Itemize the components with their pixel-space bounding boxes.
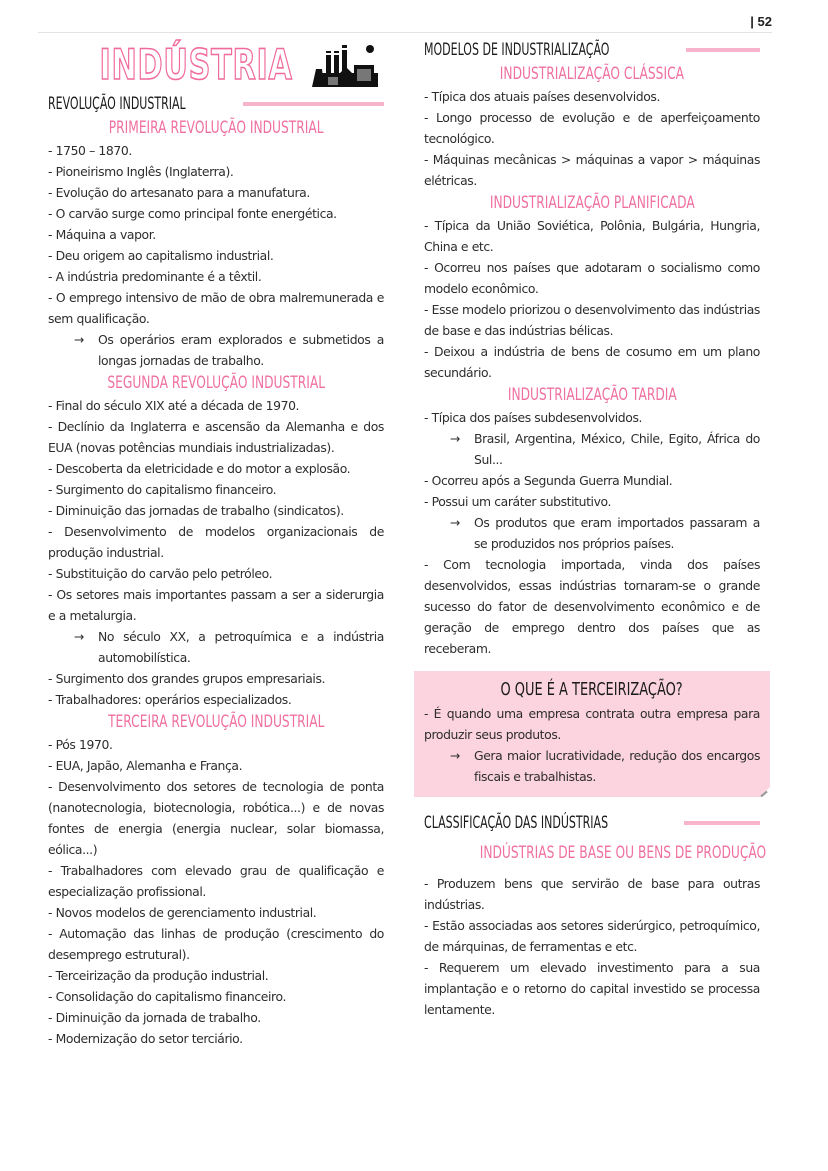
list-item: - É quando uma empresa contrata outra empresa para produzir seus produtos. [424, 706, 760, 742]
list-item: - Surgimento do capitalismo financeiro. [48, 482, 277, 497]
list-item: - Ocorreu após a Segunda Guerra Mundial. [424, 473, 673, 488]
list-item: - Descoberta da eletricidade e do motor a explosão. [48, 461, 351, 476]
heading-primeira: PRIMEIRA REVOLUÇÃO INDUSTRIAL [108, 118, 324, 138]
list-item: - Possui um caráter substitutivo. [424, 494, 612, 509]
list-item: - O emprego intensivo de mão de obra malremunerada e sem qualificação. [48, 290, 384, 326]
list-item: - Terceirização da produção industrial. [48, 968, 269, 983]
list-item: - 1750 – 1870. [48, 143, 132, 158]
list-item: - Substituição do carvão pelo petróleo. [48, 566, 273, 581]
list-item: - Deu origem ao capitalismo industrial. [48, 248, 274, 263]
arrow-item: → Brasil, Argentina, México, Chile, Egito, África do Sul... [424, 428, 760, 470]
list-item: - Novos modelos de gerenciamento industrial. [48, 905, 317, 920]
list-item: - Desenvolvimento de modelos organizacionais de produção industrial. [48, 524, 384, 560]
arrow-item: → Gera maior lucratividade, redução dos encargos fiscais e trabalhistas. [424, 745, 760, 787]
factory-icon [310, 39, 380, 89]
list-item: - Típica dos países subdesenvolvidos. [424, 410, 643, 425]
arrow-icon: → [450, 431, 460, 446]
top-divider [38, 32, 772, 33]
left-column [48, 36, 384, 1049]
heading-terceira: TERCEIRA REVOLUÇÃO INDUSTRIAL [107, 712, 325, 732]
list-item: - Produzem bens que servirão de base para outras indústrias. [424, 876, 760, 912]
list-item: - A indústria predominante é a têxtil. [48, 269, 262, 284]
heading-tardia: INDUSTRIALIZAÇÃO TARDIA [507, 385, 677, 405]
list-item: - O carvão surge como principal fonte energética. [48, 206, 337, 221]
list-item: - EUA, Japão, Alemanha e França. [48, 758, 243, 773]
section-header-classificacao: CLASSIFICAÇÃO DAS INDÚSTRIAS [424, 811, 760, 835]
list-item: - Com tecnologia importada, vinda dos países desenvolvidos, essas indústrias tornaram-se o grande sucesso do fator de desenvolvimento econômico e de geração de emprego dentro dos países que as receberam. [424, 557, 760, 656]
list-item: - Trabalhadores: operários especializados. [48, 692, 292, 707]
list-item: - Ocorreu nos países que adotaram o socialismo como modelo econômico. [424, 260, 760, 296]
list-item: - Esse modelo priorizou o desenvolvimento das indústrias de base e das indústrias bélicas. [424, 302, 760, 338]
list-item: - Desenvolvimento dos setores de tecnologia de ponta (nanotecnologia, biotecnologia, robótica...) e de novas fontes de energia (energia nuclear, solar biomassa, eólica...) [48, 779, 384, 857]
pink-divider [686, 48, 760, 52]
list-item: - Pioneirismo Inglês (Inglaterra). [48, 164, 234, 179]
list-item: - Típica da União Soviética, Polônia, Bulgária, Hungria, China e etc. [424, 218, 760, 254]
arrow-icon: → [450, 515, 460, 530]
arrow-icon: → [74, 629, 84, 644]
list-item: - Evolução do artesanato para a manufatura. [48, 185, 310, 200]
list-item: - Pós 1970. [48, 737, 113, 752]
page-number: | 52 [750, 14, 772, 29]
terceirizacao-note [414, 671, 770, 797]
heading-segunda: SEGUNDA REVOLUÇÃO INDUSTRIAL [107, 373, 325, 393]
heading-planificada: INDUSTRIALIZAÇÃO PLANIFICADA [489, 193, 695, 213]
section-header-modelos: MODELOS DE INDUSTRIALIZAÇÃO [424, 38, 760, 62]
arrow-item: → Os produtos que eram importados passaram a se produzidos nos próprios países. [424, 512, 760, 554]
heading-classica: INDUSTRIALIZAÇÃO CLÁSSICA [499, 64, 685, 84]
list-item: - Automação das linhas de produção (crescimento do desemprego estrutural). [48, 926, 384, 962]
arrow-item: → No século XX, a petroquímica e a indústria automobilística. [48, 626, 384, 668]
list-item: - Modernização do setor terciário. [48, 1031, 243, 1046]
arrow-icon: → [74, 332, 84, 347]
pink-divider [684, 821, 760, 825]
list-item: - Declínio da Inglaterra e ascensão da Alemanha e dos EUA (novas potências mundiais industrializadas). [48, 419, 384, 455]
arrow-icon: → [450, 748, 460, 763]
section-header-revolucao: REVOLUÇÃO INDUSTRIAL [48, 92, 384, 116]
pink-divider [243, 102, 384, 106]
list-item: - Máquinas mecânicas > máquinas a vapor > máquinas elétricas. [424, 152, 760, 188]
list-item: - Trabalhadores com elevado grau de qualificação e especialização profissional. [48, 863, 384, 899]
list-item: - Deixou a indústria de bens de cosumo em um plano secundário. [424, 344, 760, 380]
arrow-item: → Os operários eram explorados e submetidos a longas jornadas de trabalho. [48, 329, 384, 371]
page-title: INDÚSTRIA [99, 39, 293, 89]
list-item: - Máquina a vapor. [48, 227, 156, 242]
list-item: - Os setores mais importantes passam a ser a siderurgia e a metalurgia. [48, 587, 384, 623]
list-item: - Final do século XIX até a década de 1970. [48, 398, 300, 413]
list-item: - Estão associadas aos setores siderúrgico, petroquímico, de márquinas, de ferramentas e etc. [424, 918, 760, 954]
list-item: - Diminuição das jornadas de trabalho (sindicatos). [48, 503, 344, 518]
title-row [58, 36, 384, 92]
heading-base: INDÚSTRIAS DE BASE OU BENS DE PRODUÇÃO [479, 843, 767, 863]
list-item: - Surgimento dos grandes grupos empresariais. [48, 671, 326, 686]
list-item: - Consolidação do capitalismo financeiro. [48, 989, 286, 1004]
list-item: - Diminuição da jornada de trabalho. [48, 1010, 261, 1025]
list-item: - Requerem um elevado investimento para a sua implantação e o retorno do capital investido se processa lentamente. [424, 960, 760, 1017]
list-item: - Típica dos atuais países desenvolvidos. [424, 89, 661, 104]
note-heading: O QUE É A TERCEIRIZAÇÃO? [500, 679, 684, 700]
list-item: - Longo processo de evolução e de aperfeiçoamento tecnológico. [424, 110, 760, 146]
right-column [424, 36, 767, 1020]
